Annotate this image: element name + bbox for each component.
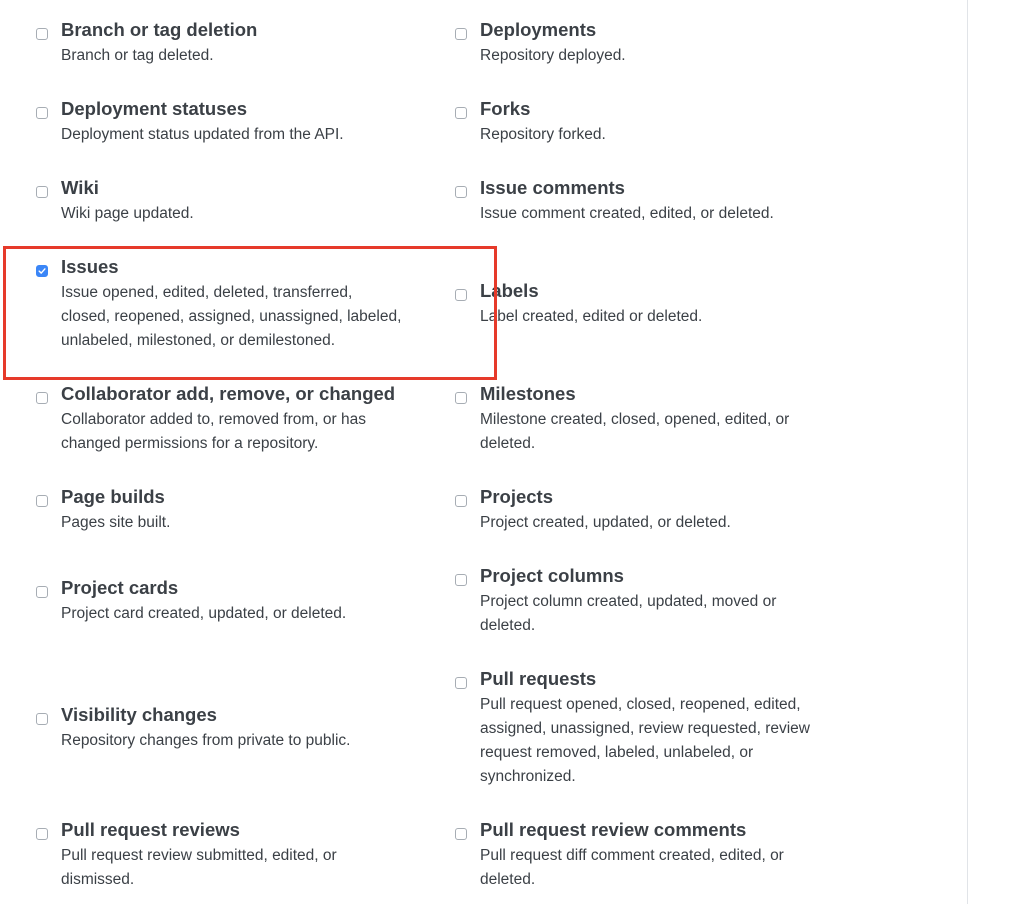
event-description: Project column created, updated, moved or deleted. bbox=[480, 593, 777, 634]
checkmark-icon bbox=[38, 267, 46, 275]
checkbox[interactable] bbox=[36, 586, 48, 598]
event-description: Project card created, updated, or deleted. bbox=[61, 605, 347, 622]
checkbox[interactable] bbox=[455, 186, 467, 198]
checkbox[interactable] bbox=[36, 186, 48, 198]
event-title: Collaborator add, remove, or changed bbox=[61, 383, 396, 404]
event-description: Pull request review submitted, edited, or dismissed. bbox=[61, 847, 337, 888]
event-description: Issue comment created, edited, or deleted. bbox=[480, 205, 774, 222]
checkbox-checked[interactable] bbox=[36, 265, 48, 277]
event-title: Branch or tag deletion bbox=[61, 19, 258, 40]
event-title: Deployment statuses bbox=[61, 98, 248, 119]
event-description: Issue opened, edited, deleted, transferred, closed, reopened, assigned, unassigned, labeled, unlabeled, milestoned, or demilestoned. bbox=[61, 284, 402, 349]
checkbox[interactable] bbox=[455, 828, 467, 840]
event-description: Pull request diff comment created, edited, or deleted. bbox=[480, 847, 784, 888]
event-title: Visibility changes bbox=[61, 704, 217, 725]
event-title: Deployments bbox=[480, 19, 597, 40]
checkbox[interactable] bbox=[455, 574, 467, 586]
event-title: Page builds bbox=[61, 486, 165, 507]
event-description: Label created, edited or deleted. bbox=[480, 308, 703, 325]
checkbox[interactable] bbox=[455, 677, 467, 689]
checkbox[interactable] bbox=[36, 28, 48, 40]
event-title: Wiki bbox=[61, 177, 99, 198]
event-description: Milestone created, closed, opened, edited, or deleted. bbox=[480, 411, 790, 452]
event-description: Wiki page updated. bbox=[61, 205, 194, 222]
event-description: Project created, updated, or deleted. bbox=[480, 514, 731, 531]
checkbox[interactable] bbox=[36, 392, 48, 404]
checkbox[interactable] bbox=[455, 107, 467, 119]
event-description: Repository forked. bbox=[480, 126, 606, 143]
checkbox[interactable] bbox=[455, 289, 467, 301]
event-title: Milestones bbox=[480, 383, 576, 404]
event-title: Projects bbox=[480, 486, 554, 507]
event-title: Pull request reviews bbox=[61, 819, 240, 840]
event-title: Project columns bbox=[480, 565, 624, 586]
content-right-border bbox=[967, 0, 968, 904]
event-description: Repository deployed. bbox=[480, 47, 626, 64]
checkbox[interactable] bbox=[455, 28, 467, 40]
event-description: Pull request opened, closed, reopened, edited, assigned, unassigned, review requested, review request removed, labeled, unlabeled, or synchronized. bbox=[480, 696, 810, 785]
checkbox[interactable] bbox=[36, 107, 48, 119]
event-description: Repository changes from private to public. bbox=[61, 732, 351, 749]
checkbox[interactable] bbox=[36, 495, 48, 507]
event-title: Issue comments bbox=[480, 177, 625, 198]
event-title: Pull requests bbox=[480, 668, 597, 689]
event-description: Branch or tag deleted. bbox=[61, 47, 214, 64]
event-description: Deployment status updated from the API. bbox=[61, 126, 344, 143]
checkbox[interactable] bbox=[455, 495, 467, 507]
event-title: Forks bbox=[480, 98, 531, 119]
checkbox[interactable] bbox=[36, 713, 48, 725]
event-title: Project cards bbox=[61, 577, 179, 598]
event-description: Collaborator added to, removed from, or has changed permissions for a repository. bbox=[61, 411, 366, 452]
checkbox[interactable] bbox=[455, 392, 467, 404]
checkbox[interactable] bbox=[36, 828, 48, 840]
event-description: Pages site built. bbox=[61, 514, 171, 531]
event-title: Issues bbox=[61, 256, 119, 277]
event-title: Pull request review comments bbox=[480, 819, 747, 840]
event-title: Labels bbox=[480, 280, 539, 301]
